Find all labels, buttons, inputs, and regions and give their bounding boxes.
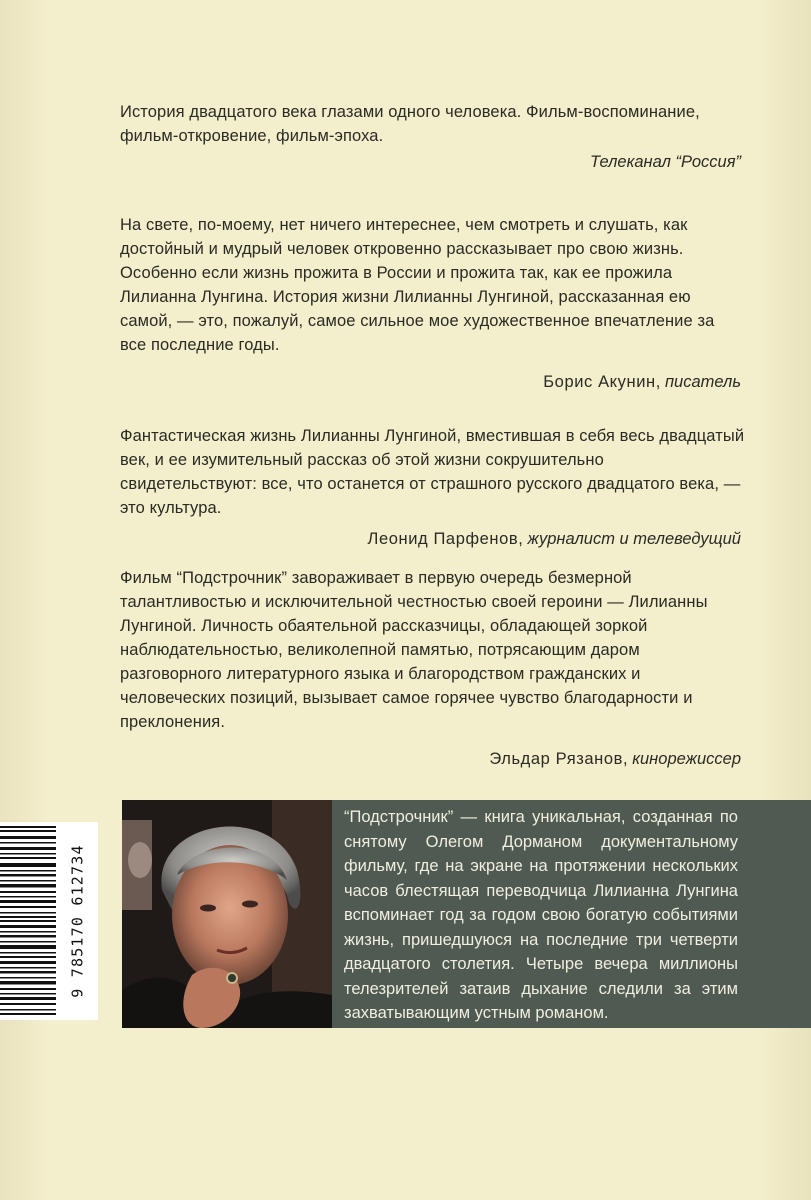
- author-name: Борис Акунин: [543, 373, 656, 391]
- author-role: кинорежиссер: [632, 750, 741, 768]
- quote-author: [120, 150, 745, 174]
- author-photo-illustration: [122, 800, 332, 1028]
- author-source: Телеканал “Россия”: [589, 153, 741, 171]
- isbn-digits: [58, 826, 98, 1016]
- author-role: писатель: [664, 373, 741, 391]
- quote-text: Фильм “Подстрочник” завораживает в первую очередь безмерной талантливостью и исключительной честностью своей героини — Лилианны Лунгиной. Личность обаятельной рассказчицы, обладающей зоркой наблюдательностью, великолепной памятью, потрясающим даром разговорного литературного языка и благородством гражданских и человеческих позиций, вызывает самое горячее чувство благодарности и преклонения.: [120, 569, 708, 731]
- quote-4: [120, 566, 745, 771]
- author-role: журналист и телеведущий: [527, 530, 741, 548]
- quote-author: Эльдар Рязанов, кинорежиссер: [489, 750, 741, 768]
- author-name: Эльдар Рязанов: [489, 750, 624, 768]
- quote-text: История двадцатого века глазами одного человека. Фильм-воспоминание, фильм-откровение, фильм-эпоха.: [120, 103, 700, 145]
- quote-1: [120, 100, 745, 174]
- isbn-number: 9 785170 612734: [69, 844, 87, 998]
- quote-3: [120, 424, 745, 551]
- quote-author: Леонид Парфенов, журналист и телеведущий: [367, 530, 741, 548]
- quote-author: Борис Акунин, писатель: [543, 373, 741, 391]
- quote-text: На свете, по-моему, нет ничего интереснее, чем смотреть и слушать, как достойный и мудрый человек откровенно рассказывает про свою жизнь. Особенно если жизнь прожита в России и прожита так, как ее прожила Лилианна Лунгина. История жизни Лилианны Лунгиной, рассказанная ею самой, — это, пожалуй, самое сильное мое художественное впечатление за все последние годы.: [120, 216, 715, 354]
- author-photo: [122, 800, 332, 1028]
- book-summary: “Подстрочник” — книга уникальная, созданная по снятому Олегом Дорманом документальному фильму, где на экране на протяжении нескольких часов блестящая переводчица Лилианна Лунгина вспоминает год за годом свою богатую событиями жизнь, пришедшуюся на последние три четверти двадцатого столетия. Четыре вечера миллионы телезрителей затаив дыхание следили за этим захватывающим устным романом.: [344, 808, 738, 1022]
- quote-2: [120, 213, 745, 394]
- quote-text: Фантастическая жизнь Лилианны Лунгиной, вместившая в себя весь двадцатый век, и ее изумительный рассказ об этой жизни сокрушительно свидетельствуют: все, что останется от страшного русского двадцатого века, — это культура.: [120, 427, 745, 517]
- author-name: Леонид Парфенов: [367, 530, 519, 548]
